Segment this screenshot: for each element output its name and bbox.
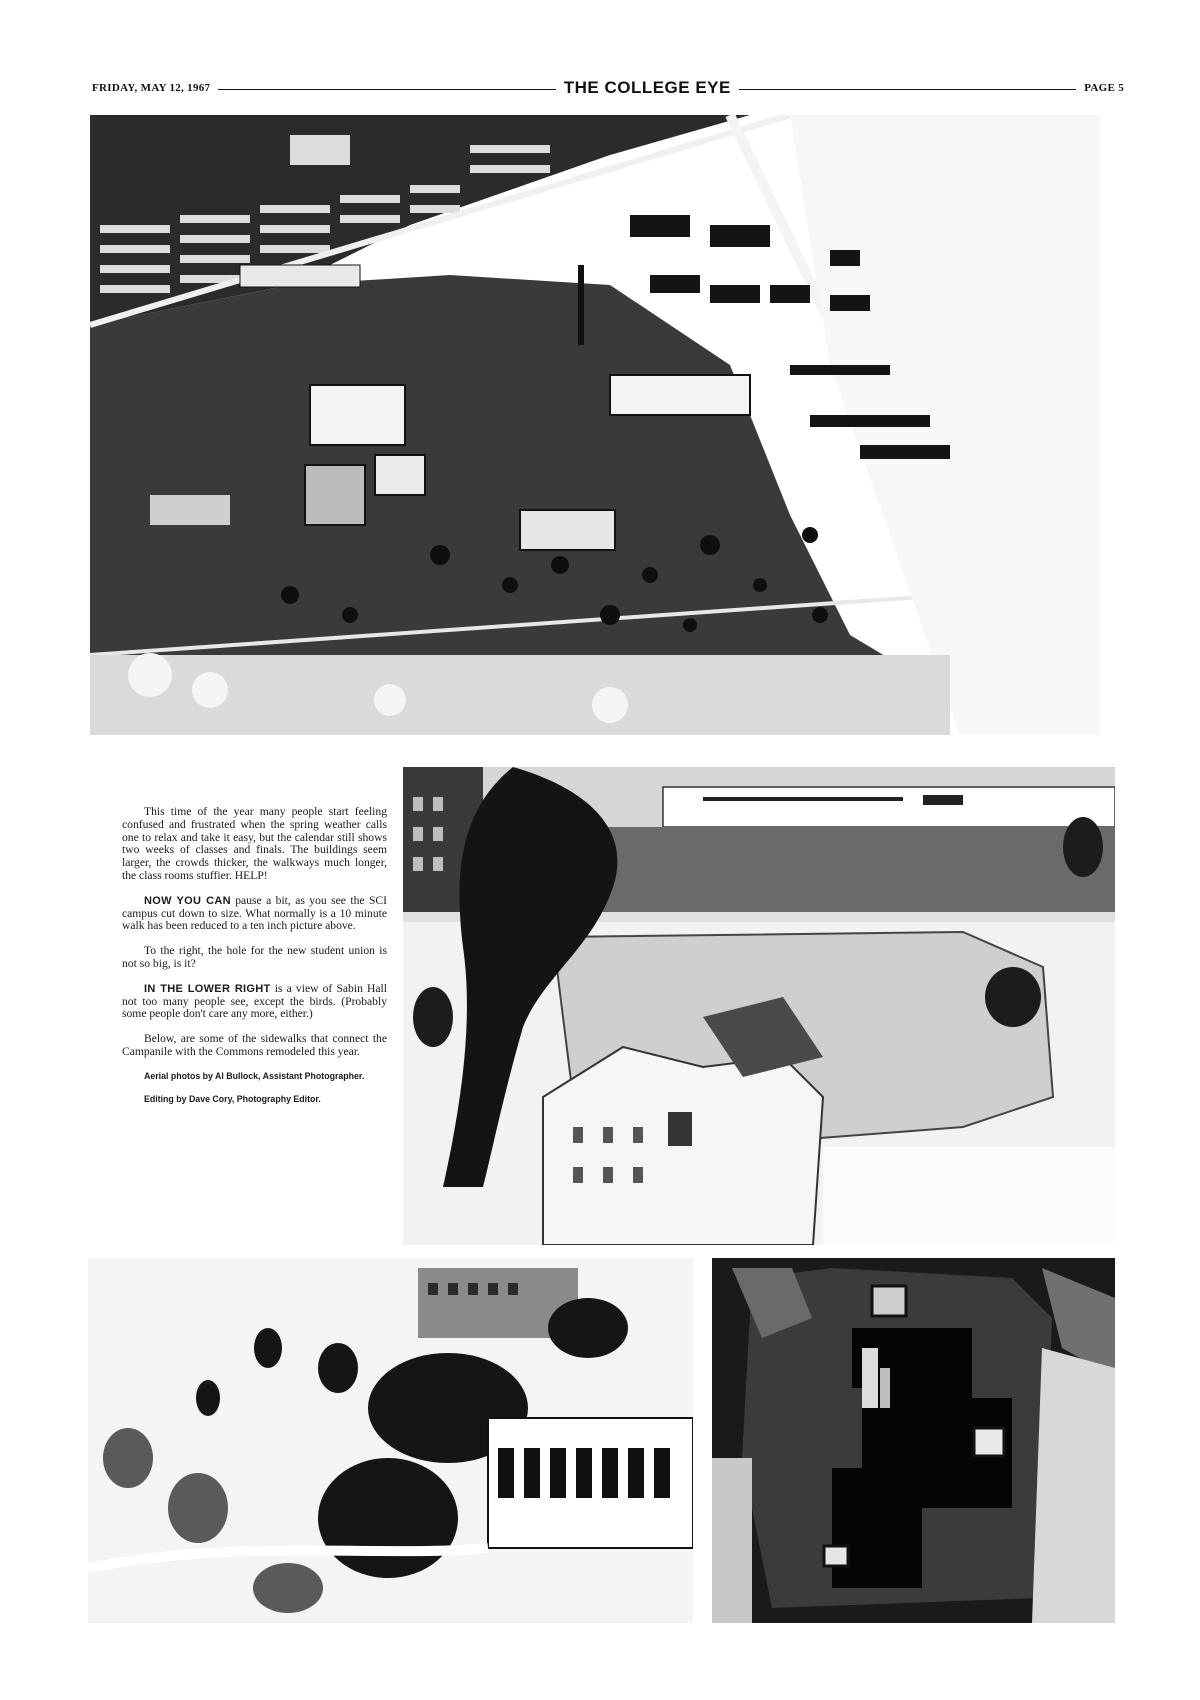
newspaper-title: THE COLLEGE EYE <box>563 78 731 97</box>
article-paragraph-1: This time of the year many people start feeling confused and frustrated when the spring weather calls one to relax and take it easy, but the calendar still shows two weeks of classes and finals. The buildings seem larger, the crowds thicker, the walkways much longer, the class rooms stuffier. HELP! <box>122 805 387 882</box>
article-paragraph-3: To the right, the hole for the new student union is not so big, is it? <box>122 944 387 970</box>
rooftop-aerial-photo <box>712 1258 1115 1623</box>
article-paragraph-4 <box>122 983 387 1021</box>
header-rule-right <box>739 89 1076 90</box>
masthead <box>92 68 1124 108</box>
page-number: PAGE 5 <box>1084 82 1125 94</box>
campus-aerial-photo <box>90 115 1100 735</box>
photo-credit: Aerial photos by Al Bullock, Assistant Photographer. <box>144 1070 365 1081</box>
lead-in-the-lower-right: IN THE LOWER RIGHT <box>144 982 271 995</box>
issue-date: FRIDAY, MAY 12, 1967 <box>92 82 211 94</box>
article-paragraph-4-text: is a view of Sabin Hall not too many people see, except the birds. (Probably some people don't care any more, either.) <box>122 981 387 1021</box>
header-rule-left <box>218 89 555 90</box>
sabin-hall-aerial-photo <box>403 767 1115 1245</box>
editing-credit: Editing by Dave Cory, Photography Editor. <box>144 1093 321 1104</box>
sidewalks-aerial-photo <box>88 1258 693 1623</box>
article-paragraph-2-text: pause a bit, as you see the SCI campus cut down to size. What normally is a 10 minute walk has been reduced to a ten inch picture above. <box>122 893 387 933</box>
article-body <box>122 806 387 1117</box>
article-paragraph-2 <box>122 895 387 933</box>
lead-now-you-can: NOW YOU CAN <box>144 894 231 907</box>
article-paragraph-5: Below, are some of the sidewalks that connect the Campanile with the Commons remodeled this year. <box>122 1032 387 1058</box>
